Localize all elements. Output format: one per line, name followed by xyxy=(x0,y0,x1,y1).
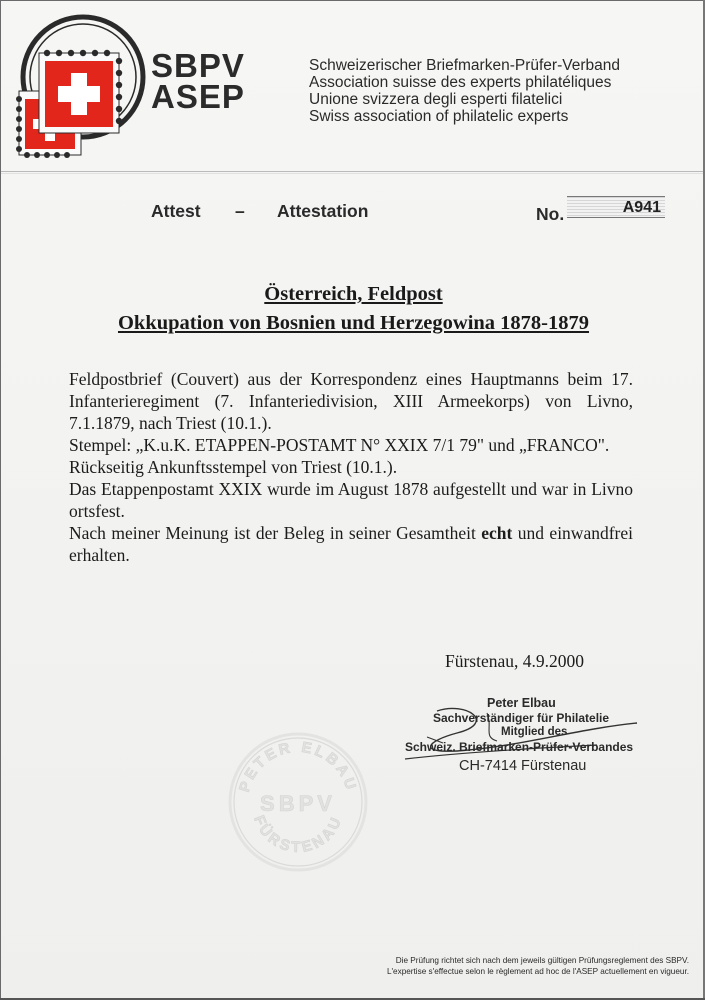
attest-dash: – xyxy=(235,201,245,221)
association-name-fr: Association suisse des experts philatéliques xyxy=(309,74,612,91)
footer-line-de: Die Prüfung richtet sich nach dem jeweils gültigen Prüfungsreglement des SBPV. xyxy=(395,956,689,965)
attestation-label: Attestation xyxy=(277,201,369,221)
attest-label: Attest xyxy=(151,201,201,221)
body-paragraph-cancellation: Stempel: „K.u.K. ETAPPEN-POSTAMT N° XXIX 7/1 79" und „FRANCO". xyxy=(69,435,610,455)
seal-bottom-text: FÜRSTENAU xyxy=(250,812,346,857)
certificate-body xyxy=(69,368,633,566)
signatory-location: CH-7414 Fürstenau xyxy=(459,758,587,774)
body-paragraph-opinion xyxy=(69,522,633,566)
association-name-it: Unione svizzera degli esperti filatelici xyxy=(309,91,563,108)
acronym-asep: ASEP xyxy=(151,78,245,115)
body-paragraph-arrival: Rückseitig Ankunftsstempel von Triest (10.1.). xyxy=(69,457,398,477)
signatory-membership: Mitglied des xyxy=(501,726,568,738)
embossed-seal-icon xyxy=(223,727,373,877)
body-paragraph-postoffice: Das Etappenpostamt XXIX wurde im August 1878 aufgestellt und war in Livno ortsfest. xyxy=(69,479,633,521)
acronym-sbpv: SBPV xyxy=(151,47,245,84)
title-subject: Okkupation von Bosnien und Herzegowina 1878-1879 xyxy=(117,312,590,334)
fold-line xyxy=(1,171,705,172)
association-name-en: Swiss association of philatelic experts xyxy=(309,108,569,125)
opinion-text-end: und einwandfrei erhalten. xyxy=(69,523,633,565)
seal-center-text: SBPV xyxy=(260,791,336,816)
logo-acronym xyxy=(151,47,245,115)
title-country: Österreich, Feldpost xyxy=(264,283,443,305)
certificate-number-label: No. xyxy=(536,204,565,224)
svg-text:FÜRSTENAU xyxy=(250,813,346,856)
seal-top-text: PETER ELBAU xyxy=(235,738,361,795)
signatory-association: Schweiz. Briefmarken-Prüfer-Verbandes xyxy=(405,740,634,754)
svg-text:PETER ELBAU xyxy=(236,739,360,794)
signature-stamp xyxy=(399,696,669,786)
opinion-verdict: echt xyxy=(481,523,513,543)
signatory-role: Sachverständiger für Philatelie xyxy=(433,711,610,725)
footer-line-fr: L'expertise s'effectue selon le règlement ad hoc de l'ASEP actuellement en vigueur. xyxy=(386,967,689,976)
fold-line-shadow xyxy=(1,173,705,174)
opinion-text-start: Nach meiner Meinung ist der Beleg in seiner Gesamtheit xyxy=(69,523,476,543)
signatory-name: Peter Elbau xyxy=(487,696,556,710)
place-date: Fürstenau, 4.9.2000 xyxy=(445,651,585,671)
footer-note xyxy=(319,955,689,977)
certificate-number-value: A941 xyxy=(567,196,665,218)
association-name-de: Schweizerischer Briefmarken-Prüfer-Verband xyxy=(309,57,620,74)
body-paragraph-description: Feldpostbrief (Couvert) aus der Korrespondenz eines Hauptmanns beim 17. Infanterieregiment (7. Infanteriedivision, XIII Armeekorps) von Livno, 7.1.1879, nach Triest (10.1.). xyxy=(69,369,633,433)
association-names xyxy=(309,57,620,125)
sbpv-logo-icon xyxy=(9,11,149,161)
